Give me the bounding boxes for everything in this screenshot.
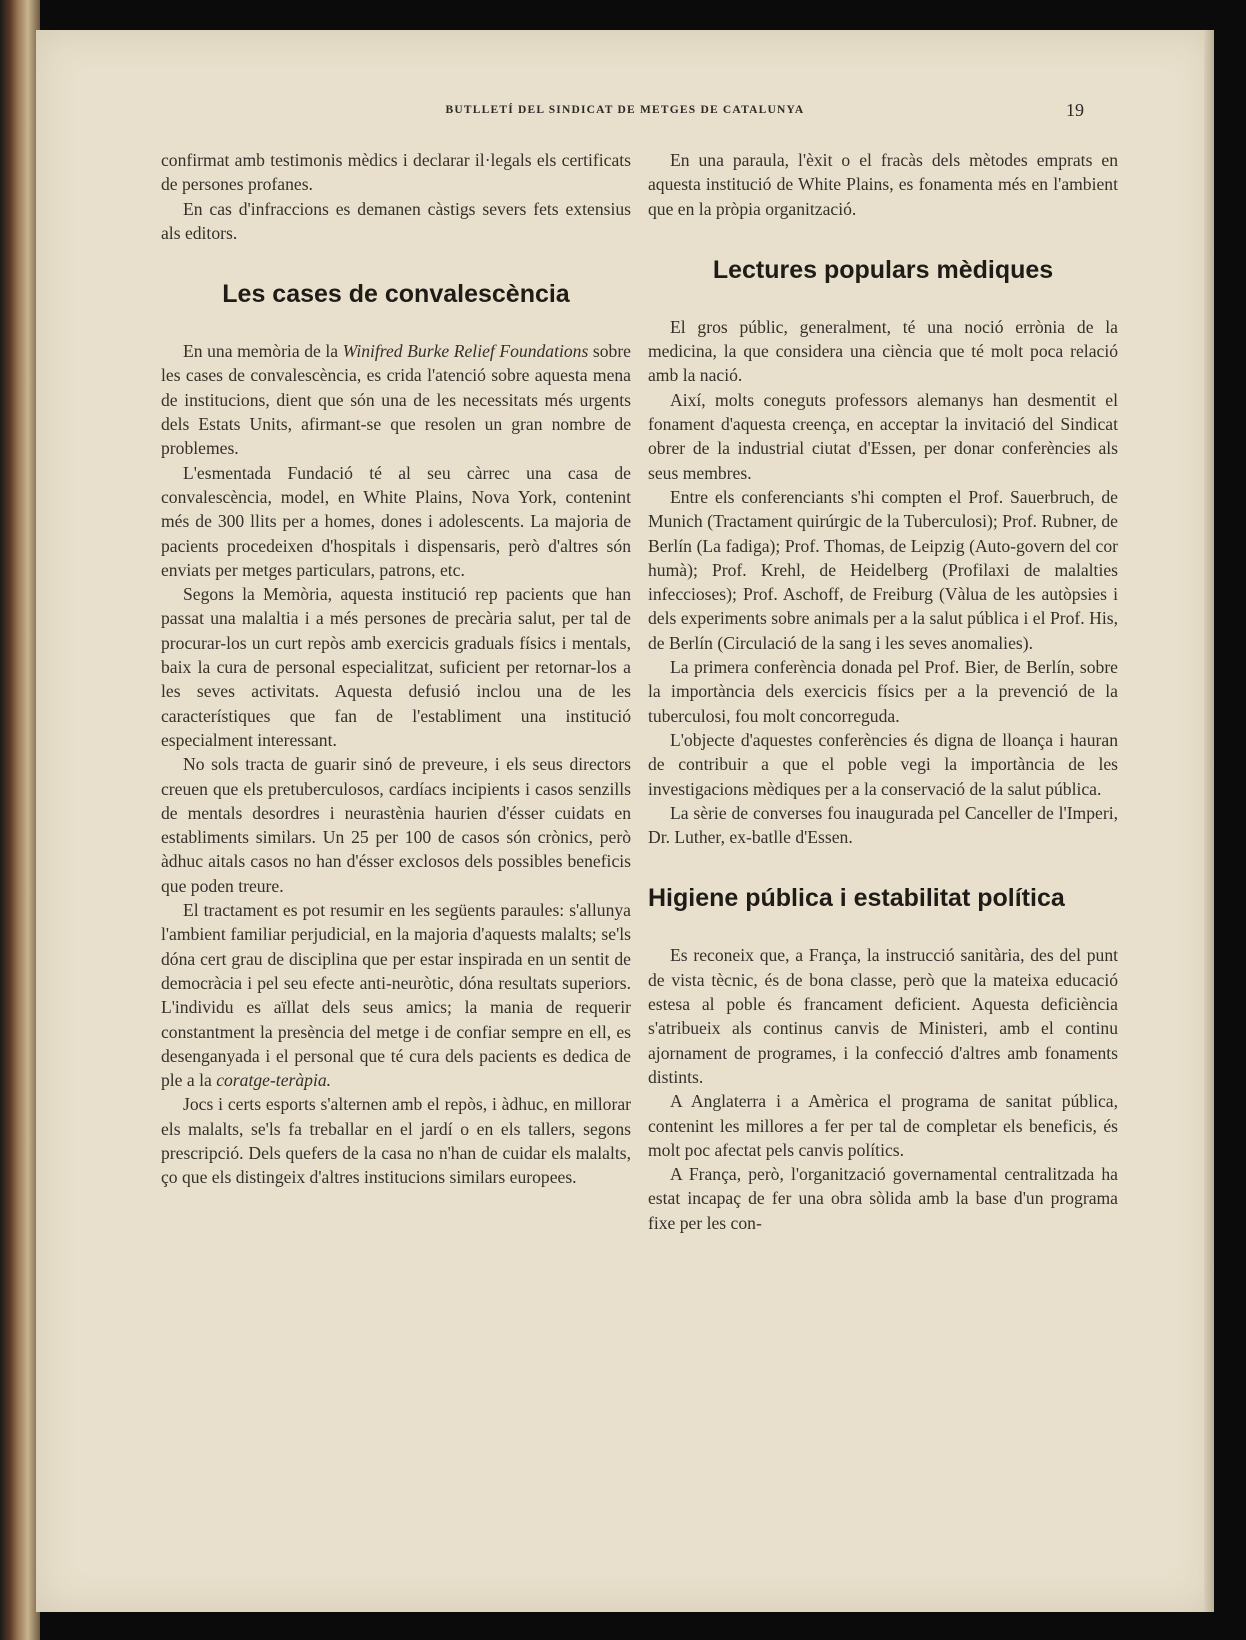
page-number: 19 (1066, 100, 1084, 120)
convalescencia-paragraph-3: Segons la Memòria, aquesta institució rep pacients que han passat una malaltia i a més persones de precària salut, per tal de procurar-los un curt repòs amb exercicis graduals físics i mentals, baix la cura de personal especialitzat, suficient per retornar-los a les seves activitats. Aquesta defusió inclou una de les característiques que fan de l'establiment una institució especialment interessant. (161, 584, 631, 750)
lectures-paragraph-2: Així, molts coneguts professors alemanys han desmentit el fonament d'aquesta creença, en acceptar la invitació del Sindicat obrer de la industrial ciutat d'Essen, per donar conferències als seus membres. (648, 389, 1118, 483)
p5-italic-therapy: coratge-teràpia. (216, 1070, 332, 1091)
lectures-paragraph-5: L'objecte d'aquestes conferències és digna de lloança i hauran de contribuir a que el poble vegi la importància de les investigacions mèdiques per a la conservació de la salut pública. (648, 729, 1118, 799)
p1-text-a: En una memòria de la (183, 341, 343, 362)
document-page (36, 30, 1214, 1612)
page-header (36, 100, 1214, 124)
right-intro-paragraph: En una paraula, l'èxit o el fracàs dels mètodes emprats en aquesta institució de White Plains, es fonamenta més en l'ambient que en la pròpia organització. (648, 150, 1118, 219)
lectures-paragraph-4: La primera conferència donada pel Prof. Bier, de Berlín, sobre la importància dels exercicis físics per a la prevenció de la tuberculosi, fou molt concorreguda. (648, 657, 1118, 726)
lectures-paragraph-6: La sèrie de converses fou inaugurada pel Canceller de l'Imperi, Dr. Luther, ex-batlle d'Essen. (648, 802, 1118, 848)
p5-text-a: El tractament es pot resumir en les següents paraules: s'allunya l'ambient familiar perjudicial, en la majoria d'aquests malalts; se'ls dóna cert grau de disciplina que per estar inspirada en un sentit de democràcia i pel seu efecte anti-neuròtic, dóna resultats superiors. L'individu es aïllat dels seus amics; la mania de requerir constantment la presència del metge i de confiar sempre en ell, es desenganyada i el personal que té cura dels pacients es dedica de ple a la (161, 900, 631, 1091)
p1-italic-foundation: Winifred Burke Relief Foundations (342, 341, 589, 362)
left-intro-paragraph-2: En cas d'infraccions es demanen càstigs severs fets extensius als editors. (161, 198, 631, 243)
page-edge (1204, 30, 1214, 1612)
higiene-paragraph-1: Es reconeix que, a França, la instrucció sanitària, des del punt de vista tècnic, és de bona classe, però que la mateixa educació estesa al poble és francament deficient. Aquesta deficiència s'atribueix als continus canvis de Ministeri, amb el continu ajornament de programes, i la confecció d'altres amb fonaments distints. (648, 945, 1118, 1087)
convalescencia-paragraph-2: L'esmentada Fundació té al seu càrrec una casa de convalescència, model, en White Plains, Nova York, contenint més de 300 llits per a homes, dones i adolescents. La majoria de pacients procedeixen d'hospitals i dispensaris, però d'altres són enviats per metges particulars, patrons, etc. (161, 462, 631, 580)
running-title: BUTLLETÍ DEL SINDICAT DE METGES DE CATALUNYA (445, 104, 805, 116)
lectures-paragraph-1: El gros públic, generalment, té una noció errònia de la medicina, la que considera una ciència que té molt poca relació amb la nació. (648, 316, 1118, 386)
higiene-paragraph-2: A Anglaterra i a Amèrica el programa de sanitat pública, contenint les millores a fer per tal de completar els beneficis, és molt poc afectat pels canvis polítics. (648, 1091, 1118, 1160)
book-spine (0, 0, 40, 1640)
convalescencia-paragraph-1 (161, 339, 631, 460)
convalescencia-paragraph-6: Jocs i certs esports s'alternen amb el repòs, i àdhuc, en millorar els malalts, se'ls fa treballar en el jardí o en els tallers, segons prescripció. Dels quefers de la casa no n'han de cuidar els malalts, ço que els distingeix d'altres institucions similars europees. (161, 1094, 631, 1188)
section-title-lectures: Lectures populars mèdiques (712, 255, 1054, 284)
p1-text-b: sobre les cases de convalescència, es crida l'atenció sobre aquesta mena de institucions, dient que són una de les necessitats més urgents dels Estats Units, afirmant-se que resolen un gran nombre de problemes. (161, 341, 631, 459)
section-title-higiene: Higiene pública i estabilitat política (648, 884, 1065, 913)
lectures-paragraph-3: Entre els conferenciants s'hi compten el Prof. Sauerbruch, de Munich (Tractament quirúrgic de la Tuberculosi); Prof. Rubner, de Berlín (La fadiga); Prof. Thomas, de Leipzig (Auto-govern del cor humà); Prof. Krehl, de Heidelberg (Profilaxi de malalties infeccioses); Prof. Aschoff, de Freiburg (Vàlua de les autòpsies i dels experiments sobre animals per a la salut pública i el Prof. His, de Berlín (Circulació de la sang i les seves anomalies). (648, 486, 1118, 653)
right-column (648, 148, 1118, 1235)
convalescencia-paragraph-5 (161, 898, 631, 1092)
left-intro-paragraph-1: confirmat amb testimonis mèdics i declarar il·legals els certificats de persones profanes. (161, 150, 631, 195)
left-column (161, 148, 631, 1190)
convalescencia-paragraph-4: No sols tracta de guarir sinó de preveure, i els seus directors creuen que els pretuberculosos, cardíacs incipients i casos senzills de mentals desordres i neurastènia haurien d'ésser cuidats en establiments similars. Un 25 per 100 de casos són crònics, però àdhuc aitals casos no han d'ésser exclosos dels possibles beneficis que poden treure. (161, 754, 631, 896)
section-title-convalescencia: Les cases de convalescència (222, 280, 570, 309)
higiene-paragraph-3: A França, però, l'organització governamental centralitzada ha estat incapaç de fer una obra sòlida amb la base d'un programa fixe per les con- (648, 1164, 1118, 1233)
